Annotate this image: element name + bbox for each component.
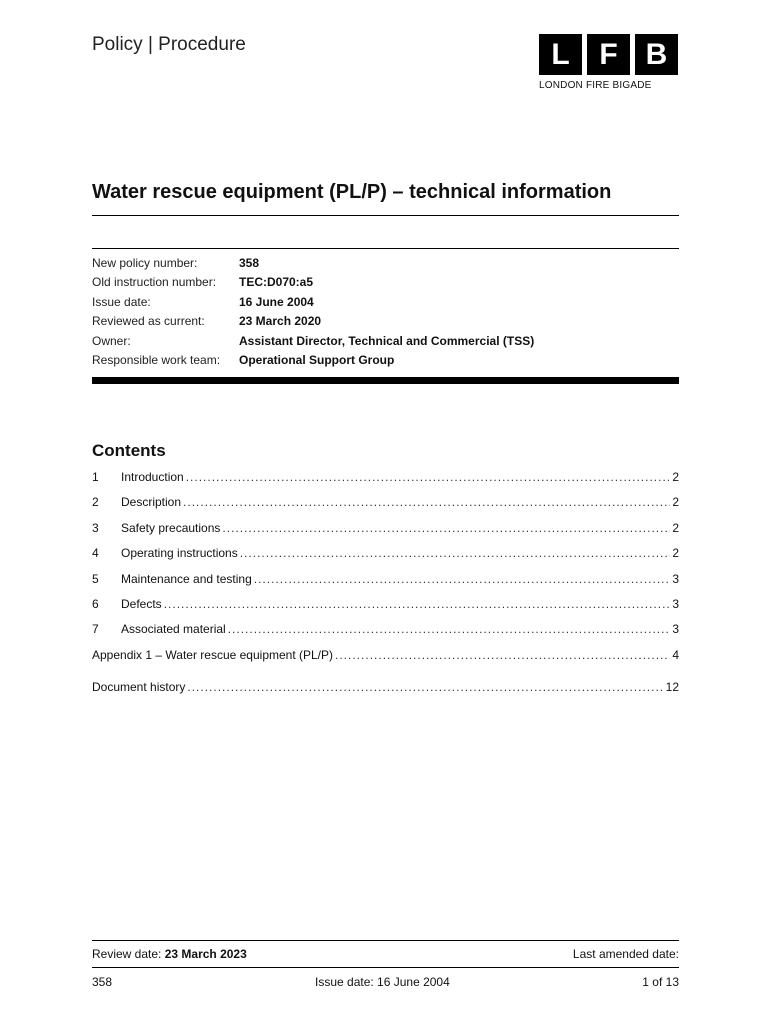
toc-page: 4: [672, 647, 679, 662]
toc-title: Safety precautions: [121, 520, 221, 535]
toc-number: 1: [92, 470, 99, 484]
meta-row: [92, 273, 679, 293]
footer-rule-lower: [92, 967, 679, 968]
meta-row: [92, 351, 679, 371]
toc-leader: [222, 521, 670, 535]
toc-title: Introduction: [121, 470, 184, 484]
meta-label: Owner:: [92, 333, 131, 348]
toc-entry[interactable]: [92, 572, 679, 597]
review-date-label: Review date:: [92, 947, 162, 961]
logo-subtitle: LONDON FIRE BIGADE: [539, 80, 652, 91]
meta-value: Operational Support Group: [239, 353, 395, 368]
toc-title: Document history: [92, 680, 186, 695]
toc-leader: [187, 680, 663, 694]
toc-number: 2: [92, 495, 99, 510]
toc-number: 6: [92, 596, 99, 611]
meta-value: TEC:D070:a5: [239, 275, 314, 290]
meta-label: Issue date:: [92, 294, 151, 309]
toc-page: 12: [665, 680, 679, 695]
logo-letter: F: [587, 34, 630, 75]
meta-value: 358: [239, 255, 260, 270]
toc-title: Operating instructions: [121, 546, 238, 561]
toc-leader: [164, 597, 671, 611]
document-metadata: [92, 253, 679, 370]
toc-leader: [240, 546, 671, 560]
toc-entry[interactable]: [92, 470, 679, 495]
footer-review-date: [92, 947, 247, 961]
meta-label: Reviewed as current:: [92, 314, 205, 329]
toc-title: Associated material: [121, 622, 226, 637]
toc-entry[interactable]: [92, 521, 679, 546]
toc-leader: [183, 495, 670, 509]
toc-page: 2: [672, 520, 679, 535]
toc-leader: [335, 648, 670, 662]
footer-page-number: 1 of 13: [642, 975, 679, 989]
toc-title: Defects: [121, 596, 162, 611]
document-title: Water rescue equipment (PL/P) – technical information: [92, 181, 612, 203]
toc-entry[interactable]: [92, 495, 679, 520]
meta-bottom-rule: [92, 377, 679, 384]
toc-entry-history[interactable]: [92, 680, 679, 705]
header-label: Policy | Procedure: [92, 34, 246, 55]
toc-entry[interactable]: [92, 546, 679, 571]
toc-title: Maintenance and testing: [121, 571, 252, 586]
toc-page: 3: [672, 596, 679, 611]
logo-letters: [539, 34, 679, 75]
toc-entry-appendix[interactable]: [92, 648, 679, 673]
toc-leader: [228, 622, 671, 636]
toc-page: 2: [672, 546, 679, 561]
toc-entry[interactable]: [92, 622, 679, 647]
meta-value: Assistant Director, Technical and Commercial (TSS): [239, 333, 535, 348]
contents-heading: Contents: [92, 441, 166, 460]
title-underline: [92, 215, 679, 216]
toc-page: 2: [672, 470, 679, 484]
meta-value: 23 March 2020: [239, 314, 322, 329]
toc-title: Appendix 1 – Water rescue equipment (PL/P): [92, 647, 334, 662]
toc-page: 2: [672, 495, 679, 510]
toc-number: 7: [92, 622, 99, 637]
table-of-contents: [92, 470, 679, 706]
toc-page: 3: [672, 622, 679, 637]
toc-number: 3: [92, 520, 99, 535]
logo-letter: B: [635, 34, 678, 75]
meta-label: Old instruction number:: [92, 275, 217, 290]
logo-letter: L: [539, 34, 582, 75]
review-date-value: 23 March 2023: [164, 947, 247, 961]
meta-row: [92, 312, 679, 332]
meta-value: 16 June 2004: [239, 294, 314, 309]
footer-issue-date: Issue date: 16 June 2004: [315, 975, 450, 989]
meta-label: Responsible work team:: [92, 353, 221, 368]
toc-number: 5: [92, 571, 99, 586]
meta-label: New policy number:: [92, 255, 198, 270]
toc-title: Description: [121, 495, 182, 510]
footer-policy-number: 358: [92, 975, 113, 989]
footer-last-amended: Last amended date:: [572, 947, 679, 961]
meta-row: [92, 253, 679, 273]
toc-number: 4: [92, 546, 99, 561]
meta-top-rule: [92, 248, 679, 249]
toc-leader: [186, 470, 671, 484]
footer-rule: [92, 940, 679, 941]
lfb-logo: [539, 34, 679, 91]
toc-leader: [254, 572, 671, 586]
meta-row: [92, 331, 679, 351]
toc-page: 3: [672, 571, 679, 586]
toc-entry[interactable]: [92, 597, 679, 622]
meta-row: [92, 292, 679, 312]
